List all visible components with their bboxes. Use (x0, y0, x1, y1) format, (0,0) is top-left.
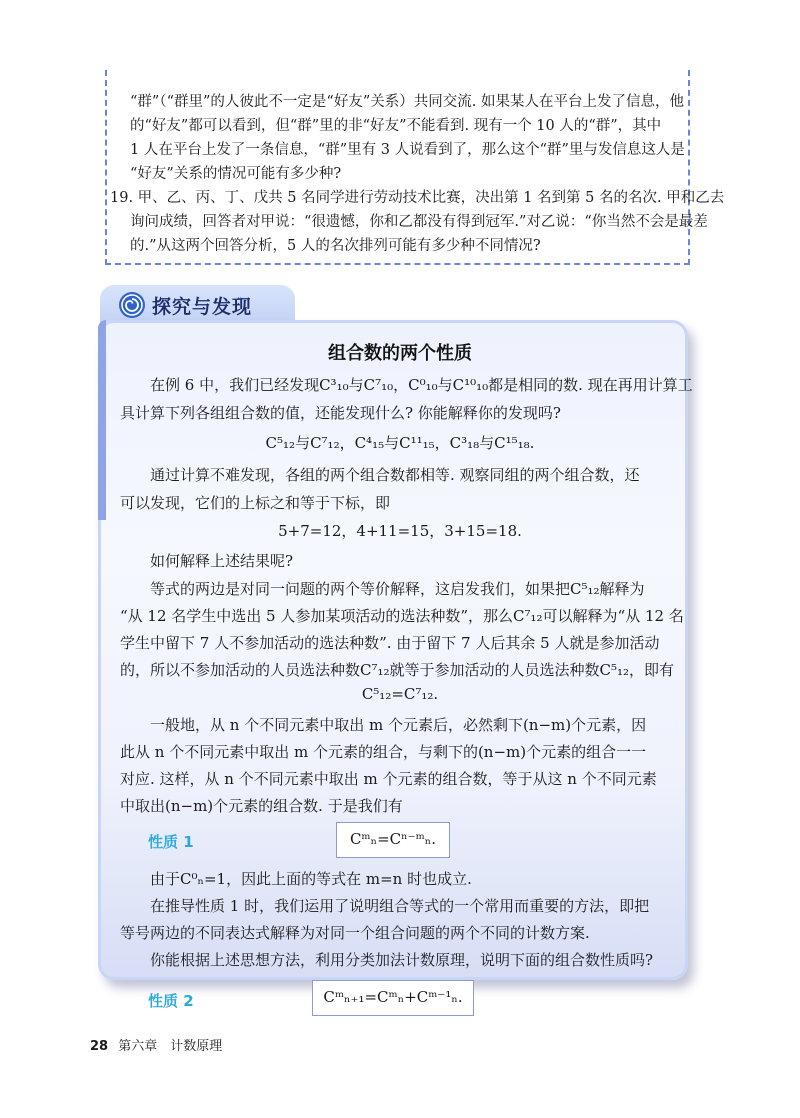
paragraph-line: 你能根据上述思想方法，利用分类加法计数原理，说明下面的组合数性质吗? (150, 951, 654, 969)
paragraph-line: 可以发现，它们的上标之和等于下标，即 (120, 494, 391, 512)
paragraph-line: 学生中留下 7 人不参加活动的选法种数”. 由于留下 7 人后其余 5 人就是参加活动 (120, 634, 660, 652)
question-19-line: 19. 甲、乙、丙、丁、戊共 5 名同学进行劳动技术比赛，决出第 1 名到第 5 名的名次. 甲和乙去 (110, 190, 725, 206)
paragraph-line: 通过计算不难发现，各组的两个组合数都相等. 观察同组的两个组合数，还 (150, 466, 640, 484)
question-19-line: 询问成绩，回答者对甲说：“很遗憾，你和乙都没有得到冠军.”对乙说：“你当然不会是最差 (130, 214, 708, 230)
section-title: 组合数的两个性质 (328, 343, 472, 364)
exercise-line: 1 人在平台上发了一条信息，“群”里有 3 人说看到了，那么这个“群”里与发信息这人是 (130, 142, 685, 158)
paragraph-line: 由于C⁰ₙ=1，因此上面的等式在 m=n 时也成立. (150, 870, 472, 888)
tab-label: 探究与发现 (152, 296, 253, 318)
paragraph-line: 此从 n 个不同元素中取出 m 个元素的组合，与剩下的(n−m)个元素的组合一一 (120, 743, 647, 761)
paragraph-line: 中取出(n−m)个元素的组合数. 于是我们有 (120, 797, 403, 815)
paragraph-line: 在例 6 中，我们已经发现C³₁₀与C⁷₁₀，C⁰₁₀与C¹⁰₁₀都是相同的数. 现在再用计算工 (150, 376, 693, 394)
paragraph-line: 对应. 这样，从 n 个不同元素中取出 m 个元素的组合数，等于从这 n 个不同元素 (120, 770, 657, 788)
equation: C⁵₁₂与C⁷₁₂，C⁴₁₅与C¹¹₁₅，C³₁₈与C¹⁵₁₈. (265, 434, 535, 452)
exercise-line: “群”（“群里”的人彼此不一定是“好友”关系）共同交流. 如果某人在平台上发了信息，他 (130, 94, 684, 110)
question-19-line: 的.”从这两个回答分析，5 人的名次排列可能有多少种不同情况? (130, 238, 541, 254)
property-2-formula: Cᵐₙ₊₁=Cᵐₙ+Cᵐ⁻¹ₙ. (312, 980, 474, 1016)
paragraph-line: “从 12 名学生中选出 5 人参加某项活动的选法种数”，那么C⁷₁₂可以解释为“从 12 名 (120, 607, 684, 625)
paragraph-line: 等式的两边是对同一问题的两个等价解释，这启发我们，如果把C⁵₁₂解释为 (150, 580, 645, 598)
paragraph-line: 在推导性质 1 时，我们运用了说明组合等式的一个常用而重要的方法，即把 (150, 897, 650, 915)
paragraph-line: 一般地，从 n 个不同元素中取出 m 个元素后，必然剩下(n−m)个元素，因 (150, 716, 647, 734)
equation: 5+7=12，4+11=15，3+15=18. (278, 522, 522, 540)
exercise-line: 的“好友”都可以看到，但“群”里的非“好友”不能看到. 现有一个 10 人的“群”，其中 (130, 118, 662, 134)
paragraph-line: 等号两边的不同表达式解释为对同一个组合问题的两个不同的计数方案. (120, 924, 590, 942)
property-2-label: 性质 2 (148, 992, 194, 1010)
exercise-line: “好友”关系的情况可能有多少种? (130, 166, 342, 182)
chapter-title: 第六章 计数原理 (118, 1039, 223, 1054)
page-number: 28 (90, 1039, 109, 1054)
property-1-label: 性质 1 (148, 833, 194, 851)
paragraph-line: 具计算下列各组组合数的值，还能发现什么? 你能解释你的发现吗? (120, 404, 561, 422)
spiral-icon (118, 291, 146, 319)
paragraph-line: 如何解释上述结果呢? (150, 552, 294, 570)
property-1-formula: Cᵐₙ=Cⁿ⁻ᵐₙ. (336, 822, 450, 858)
equation: C⁵₁₂=C⁷₁₂. (361, 685, 439, 703)
paragraph-line: 的，所以不参加活动的人员选法种数C⁷₁₂就等于参加活动的人员选法种数C⁵₁₂，即有 (120, 661, 675, 679)
page-footer (90, 1035, 222, 1054)
